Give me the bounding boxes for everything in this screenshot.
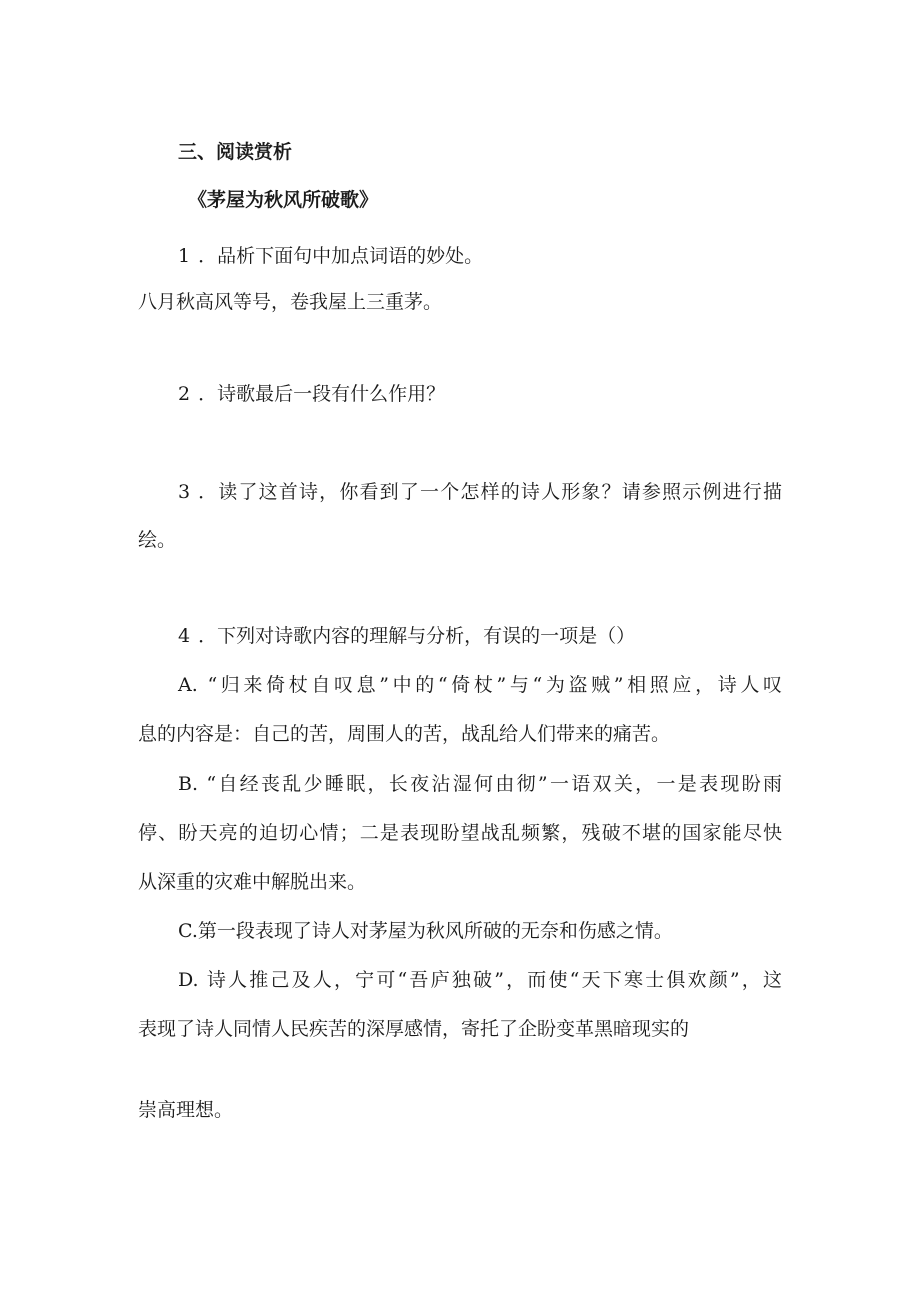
option-b-line-1: B. “自经丧乱少睡眠，长夜沾湿何由彻”一语双关，一是表现盼雨 (178, 773, 782, 795)
question-number: 3 (178, 481, 191, 503)
question-3-continuation: 绘。 (138, 529, 177, 551)
option-b-line-2: 停、盼天亮的迫切心情；二是表现盼望战乱频繁，残破不堪的国家能尽快 (138, 822, 782, 844)
question-4 (178, 624, 635, 648)
question-prompt: ．下列对诗歌内容的理解与分析，有误的一项是（） (198, 625, 636, 647)
question-number: 2 (178, 383, 191, 405)
section-heading: 三、阅读赏析 (178, 141, 293, 163)
question-1 (178, 244, 483, 268)
question-number: 1 (178, 245, 191, 267)
question-prompt-line-1: ．读了这首诗，你看到了一个怎样的诗人形象？请参照示例进行描 (198, 481, 782, 503)
question-2 (178, 382, 445, 406)
option-c-line-1: C.第一段表现了诗人对茅屋为秋风所破的无奈和伤感之情。 (178, 920, 673, 942)
poem-title: 《茅屋为秋风所破歌》 (188, 189, 379, 211)
option-d-line-2: 表现了诗人同情人民疾苦的深厚感情，寄托了企盼变革黑暗现实的 (138, 1018, 690, 1040)
question-prompt: ．品析下面句中加点词语的妙处。 (198, 245, 484, 267)
option-d-line-3: 崇高理想。 (138, 1099, 234, 1121)
option-b-line-3: 从深重的灾难中解脱出来。 (138, 871, 367, 893)
question-prompt: ．诗歌最后一段有什么作用？ (198, 383, 446, 405)
question-3 (178, 480, 782, 504)
option-a-line-2: 息的内容是：自己的苦，周围人的苦，战乱给人们带来的痛苦。 (138, 723, 671, 745)
question-number: 4 (178, 625, 191, 647)
question-1-quote: 八月秋高风等号，卷我屋上三重茅。 (138, 291, 443, 313)
option-a-line-1: A. “归来倚杖自叹息”中的“倚杖”与“为盗贼”相照应，诗人叹 (178, 674, 782, 696)
option-d-line-1: D. 诗人推己及人，宁可“吾庐独破”，而使“天下寒士俱欢颜”，这 (178, 969, 782, 991)
